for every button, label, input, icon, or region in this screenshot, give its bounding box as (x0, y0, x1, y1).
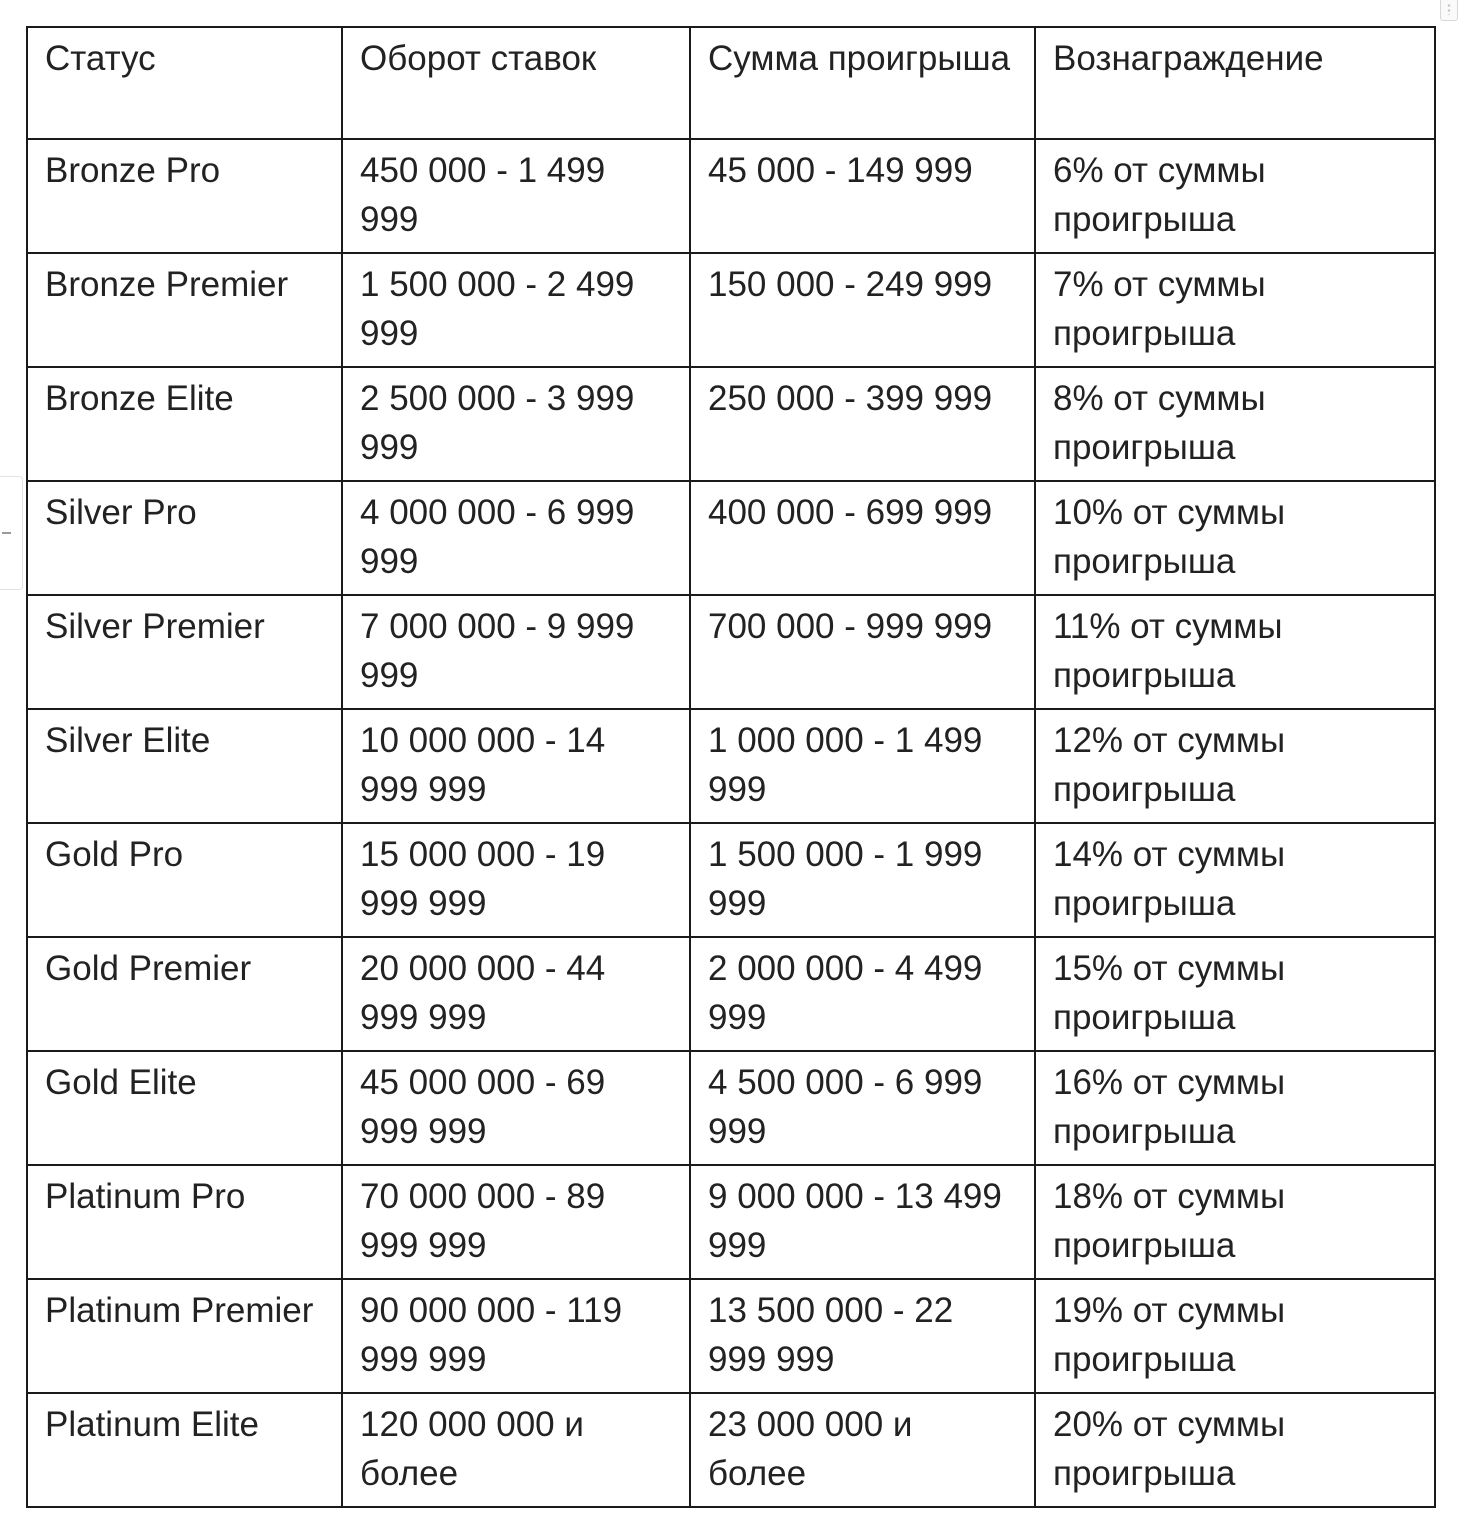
table-row (27, 1165, 1435, 1279)
table-row (27, 481, 1435, 595)
turnover-cell: 45 000 000 - 69 999 999 (342, 1051, 690, 1165)
loss-amount-cell: 700 000 - 999 999 (690, 595, 1035, 709)
status-cell: Bronze Pro (27, 139, 342, 253)
loss-amount-cell: 2 000 000 - 4 499 999 (690, 937, 1035, 1051)
reward-cell: 10% от суммы проигрыша (1035, 481, 1435, 595)
reward-cell: 14% от суммы проигрыша (1035, 823, 1435, 937)
header-cell-turnover: Оборот ставок (342, 27, 690, 139)
turnover-cell: 120 000 000 и более (342, 1393, 690, 1507)
turnover-cell: 4 000 000 - 6 999 999 (342, 481, 690, 595)
table-row (27, 139, 1435, 253)
status-table-container (26, 26, 1434, 1508)
loss-amount-cell: 4 500 000 - 6 999 999 (690, 1051, 1035, 1165)
turnover-cell: 70 000 000 - 89 999 999 (342, 1165, 690, 1279)
turnover-cell: 20 000 000 - 44 999 999 (342, 937, 690, 1051)
reward-cell: 8% от суммы проигрыша (1035, 367, 1435, 481)
turnover-cell: 15 000 000 - 19 999 999 (342, 823, 690, 937)
loss-amount-cell: 1 000 000 - 1 499 999 (690, 709, 1035, 823)
reward-cell: 7% от суммы проигрыша (1035, 253, 1435, 367)
loss-amount-cell: 13 500 000 - 22 999 999 (690, 1279, 1035, 1393)
reward-cell: 16% от суммы проигрыша (1035, 1051, 1435, 1165)
header-cell-loss-amount: Сумма проигрыша (690, 27, 1035, 139)
table-row (27, 1393, 1435, 1507)
turnover-cell: 90 000 000 - 119 999 999 (342, 1279, 690, 1393)
reward-cell: 19% от суммы проигрыша (1035, 1279, 1435, 1393)
status-cell: Silver Elite (27, 709, 342, 823)
loss-amount-cell: 1 500 000 - 1 999 999 (690, 823, 1035, 937)
status-cell: Silver Pro (27, 481, 342, 595)
status-table (26, 26, 1436, 1508)
minus-icon (2, 532, 11, 534)
turnover-cell: 7 000 000 - 9 999 999 (342, 595, 690, 709)
turnover-cell: 450 000 - 1 499 999 (342, 139, 690, 253)
reward-cell: 11% от суммы проигрыша (1035, 595, 1435, 709)
table-row (27, 595, 1435, 709)
status-cell: Gold Premier (27, 937, 342, 1051)
column-resize-handle[interactable] (1440, 0, 1458, 21)
reward-cell: 12% от суммы проигрыша (1035, 709, 1435, 823)
table-header-row (27, 27, 1435, 139)
turnover-cell: 10 000 000 - 14 999 999 (342, 709, 690, 823)
status-cell: Platinum Premier (27, 1279, 342, 1393)
loss-amount-cell: 23 000 000 и более (690, 1393, 1035, 1507)
status-cell: Platinum Elite (27, 1393, 342, 1507)
table-row (27, 1279, 1435, 1393)
loss-amount-cell: 9 000 000 - 13 499 999 (690, 1165, 1035, 1279)
table-row (27, 709, 1435, 823)
status-cell: Gold Elite (27, 1051, 342, 1165)
loss-amount-cell: 400 000 - 699 999 (690, 481, 1035, 595)
loss-amount-cell: 45 000 - 149 999 (690, 139, 1035, 253)
drag-dots-icon (1447, 3, 1451, 15)
turnover-cell: 2 500 000 - 3 999 999 (342, 367, 690, 481)
table-row (27, 937, 1435, 1051)
reward-cell: 20% от суммы проигрыша (1035, 1393, 1435, 1507)
table-row (27, 823, 1435, 937)
status-cell: Gold Pro (27, 823, 342, 937)
header-cell-status: Статус (27, 27, 342, 139)
reward-cell: 15% от суммы проигрыша (1035, 937, 1435, 1051)
reward-cell: 6% от суммы проигрыша (1035, 139, 1435, 253)
turnover-cell: 1 500 000 - 2 499 999 (342, 253, 690, 367)
loss-amount-cell: 250 000 - 399 999 (690, 367, 1035, 481)
table-row (27, 253, 1435, 367)
table-row (27, 1051, 1435, 1165)
reward-cell: 18% от суммы проигрыша (1035, 1165, 1435, 1279)
status-cell: Bronze Elite (27, 367, 342, 481)
status-cell: Bronze Premier (27, 253, 342, 367)
status-cell: Silver Premier (27, 595, 342, 709)
row-resize-handle[interactable] (0, 476, 23, 590)
table-row (27, 367, 1435, 481)
loss-amount-cell: 150 000 - 249 999 (690, 253, 1035, 367)
header-cell-reward: Вознаграждение (1035, 27, 1435, 139)
status-cell: Platinum Pro (27, 1165, 342, 1279)
